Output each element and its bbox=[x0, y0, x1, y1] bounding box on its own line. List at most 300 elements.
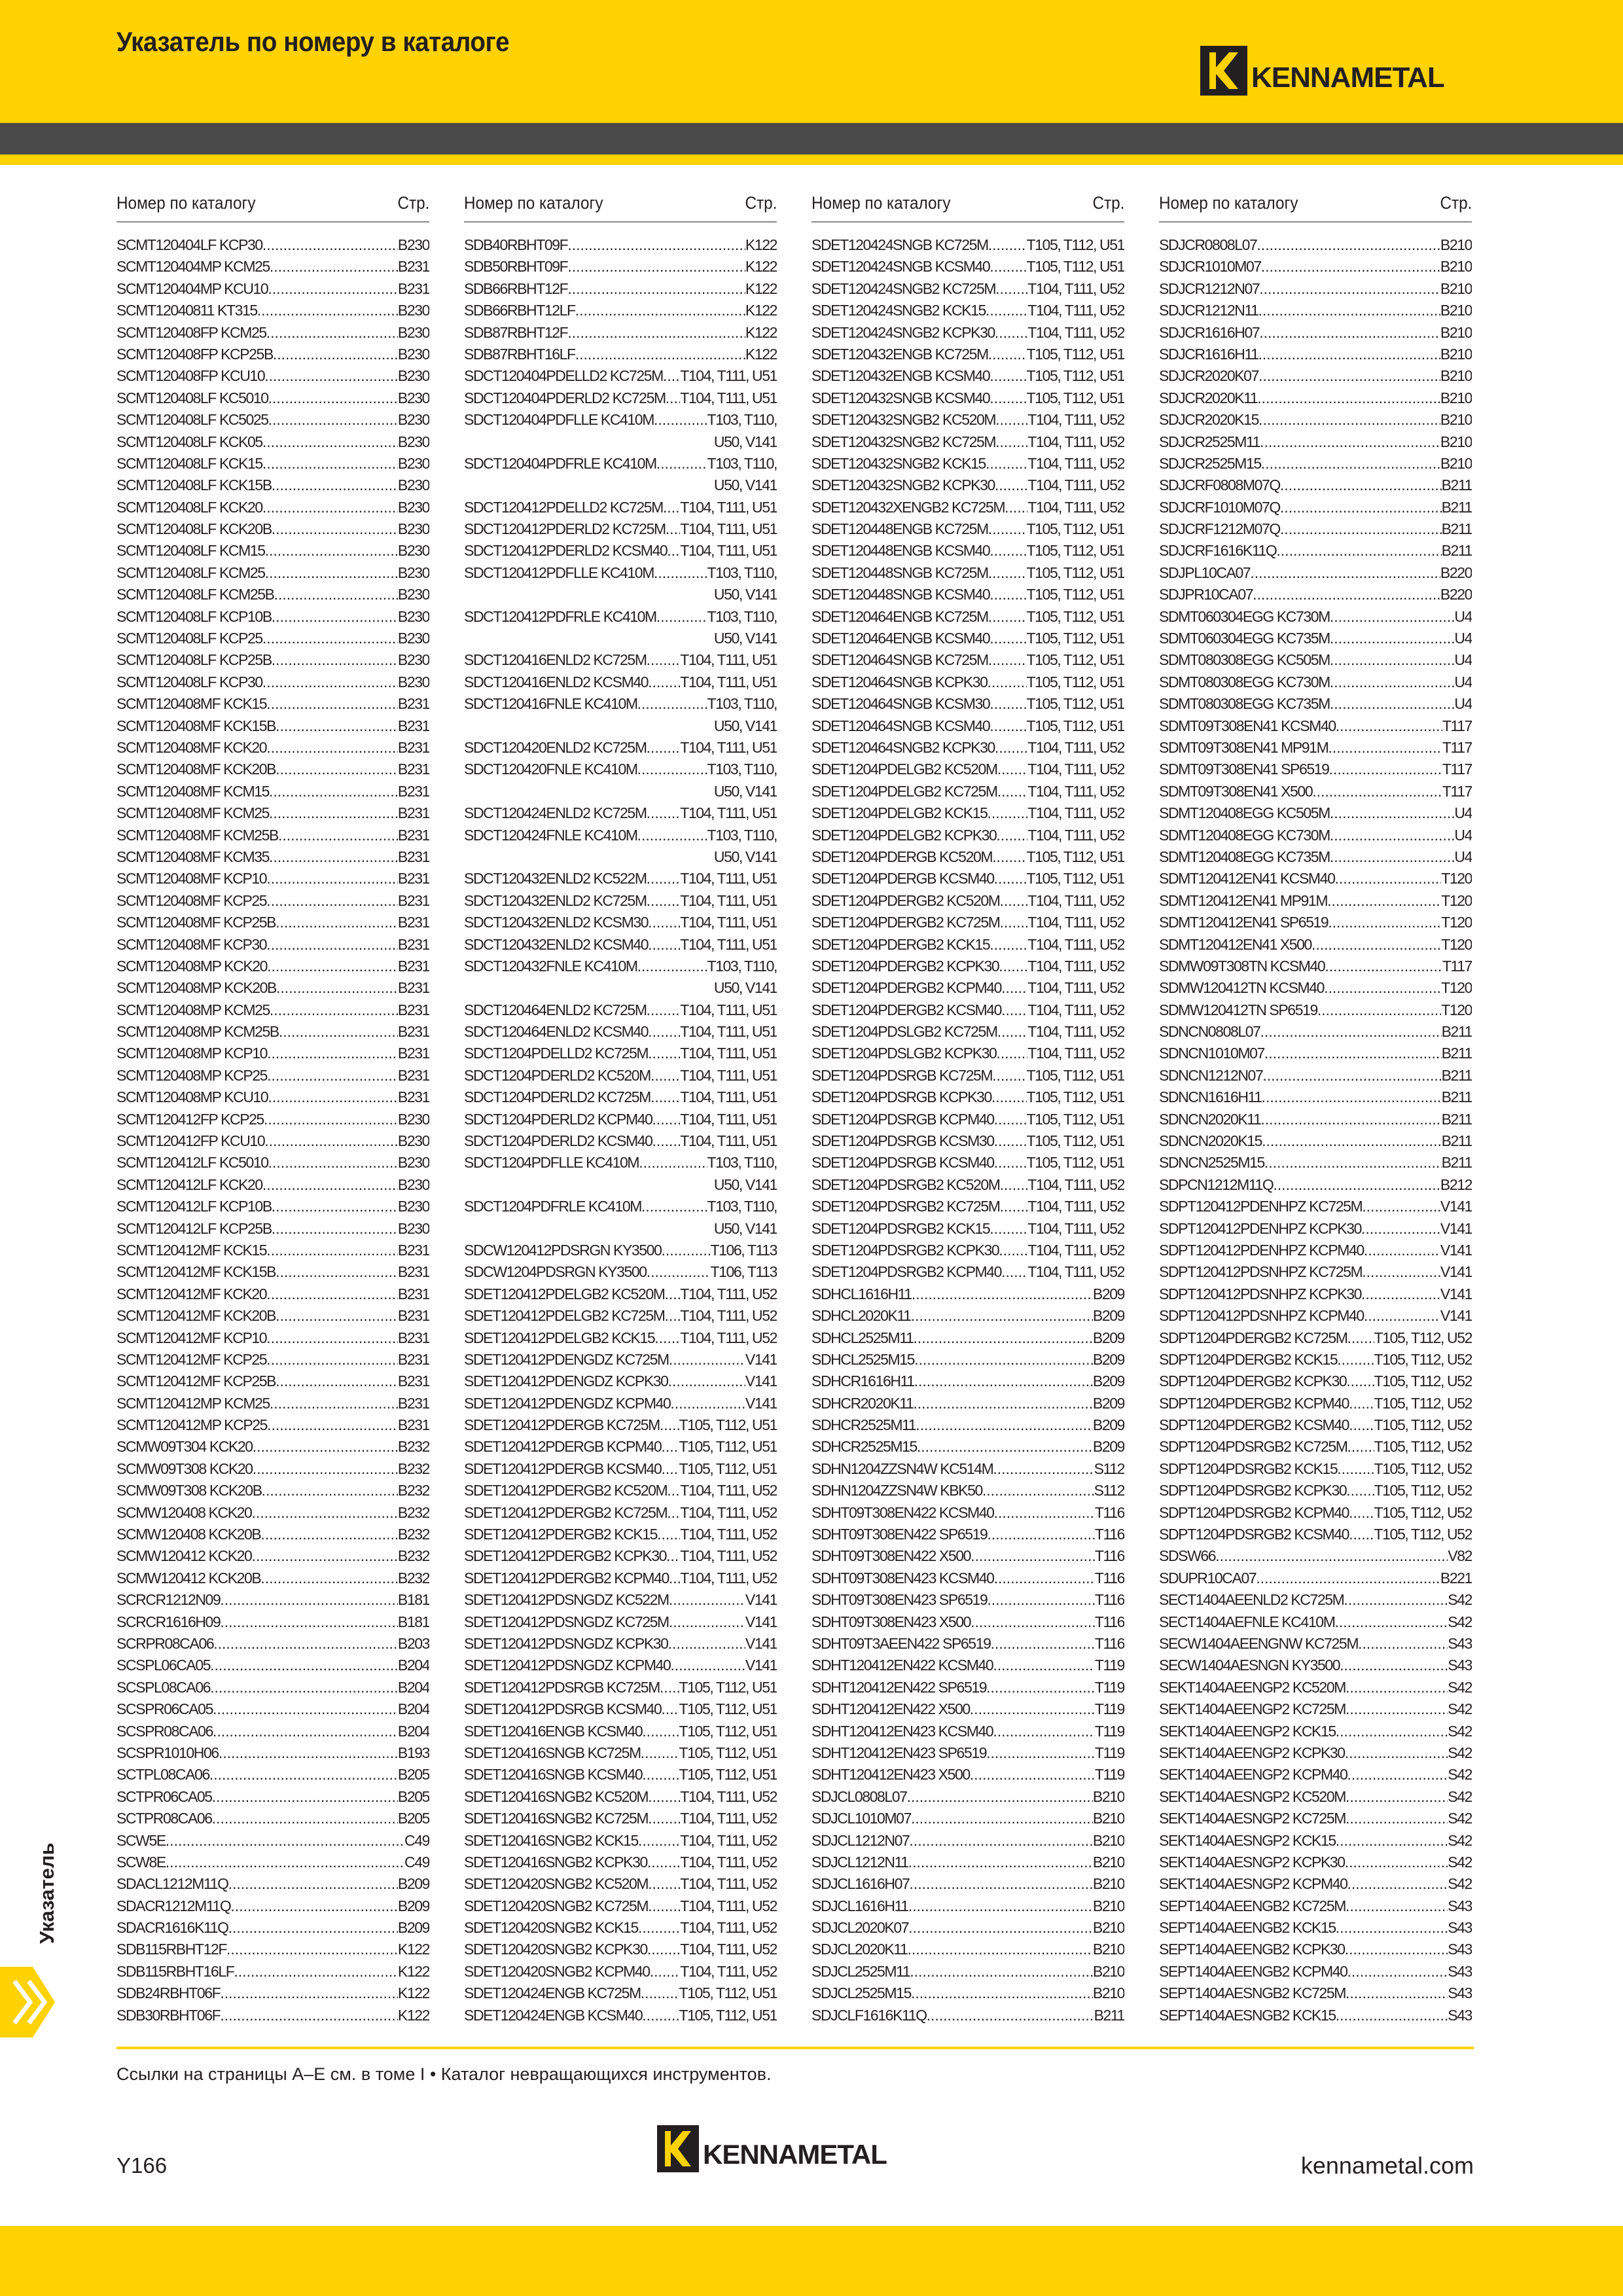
catalog-number: SDET120424SNGB2 KC725M bbox=[812, 279, 996, 297]
index-entry bbox=[812, 846, 1124, 868]
index-entry bbox=[1159, 628, 1472, 649]
page-reference: B231 bbox=[397, 761, 429, 778]
index-entry bbox=[1159, 1655, 1472, 1676]
page-reference: B210 bbox=[1092, 1919, 1124, 1937]
dot-leader bbox=[990, 387, 1026, 409]
dot-leader bbox=[266, 1240, 398, 1261]
page-reference: S42 bbox=[1448, 1853, 1472, 1871]
index-entry bbox=[116, 1721, 429, 1742]
page-reference: T104, T111, U51 bbox=[680, 1088, 777, 1106]
dot-leader bbox=[654, 1327, 680, 1349]
dot-leader bbox=[220, 1611, 398, 1633]
page-reference: T106, T113 bbox=[710, 1241, 777, 1259]
index-entry bbox=[464, 890, 777, 912]
page-reference: U4 bbox=[1454, 630, 1472, 647]
column-rule bbox=[812, 221, 1124, 223]
page-reference: T105, T112, U52 bbox=[1374, 1394, 1472, 1412]
index-entry bbox=[1159, 1458, 1472, 1480]
index-entry bbox=[116, 1502, 429, 1524]
dot-leader bbox=[911, 1982, 1093, 2004]
index-entry bbox=[464, 278, 777, 300]
catalog-number: SDCT120404PDELLD2 KC725M bbox=[464, 367, 663, 385]
catalog-number: SDPT1204PDERGB2 KC725M bbox=[1159, 1329, 1347, 1346]
index-entry bbox=[464, 540, 777, 562]
page-reference: T104, T111, U52 bbox=[1027, 1045, 1124, 1062]
dot-leader bbox=[1250, 562, 1440, 584]
dot-leader bbox=[990, 540, 1026, 562]
dot-leader bbox=[666, 518, 680, 540]
catalog-number: SDPCN1212M11Q bbox=[1159, 1175, 1274, 1193]
catalog-number: SDHT120412EN423 KCSM40 bbox=[812, 1722, 993, 1740]
dot-leader bbox=[661, 1436, 679, 1458]
catalog-number: SDJCL1616H11 bbox=[812, 1897, 908, 1914]
dot-leader bbox=[1364, 1240, 1440, 1261]
page-reference: C49 bbox=[404, 1853, 429, 1871]
page-reference: B230 bbox=[397, 1154, 429, 1172]
index-entry bbox=[464, 1261, 777, 1283]
index-column-2 bbox=[464, 190, 777, 2026]
dot-leader bbox=[993, 1458, 1094, 1480]
page-reference: B231 bbox=[397, 1066, 429, 1084]
dot-leader bbox=[267, 1065, 398, 1086]
dot-leader bbox=[990, 693, 1026, 715]
catalog-number: SCMT120408MF KCP25B bbox=[116, 914, 276, 931]
index-entry bbox=[1159, 672, 1472, 693]
page-reference: B232 bbox=[397, 1460, 429, 1477]
index-entry bbox=[116, 759, 429, 780]
page-reference: B230 bbox=[397, 673, 429, 691]
page-reference: S42 bbox=[1448, 1700, 1472, 1718]
catalog-number: SEPT1404AESNGB2 KCK15 bbox=[1159, 2006, 1336, 2024]
dot-leader bbox=[987, 672, 1026, 693]
index-entry bbox=[812, 737, 1124, 759]
index-entry bbox=[1159, 1218, 1472, 1240]
index-entry bbox=[116, 409, 429, 431]
index-entry bbox=[1159, 1721, 1472, 1742]
footer-band bbox=[0, 2226, 1623, 2296]
catalog-number: SCRPR08CA06 bbox=[116, 1635, 214, 1652]
catalog-number: SDCT120420FNLE KC410M bbox=[464, 761, 637, 778]
dot-leader bbox=[661, 1240, 710, 1261]
page-reference: T104, T111, U51 bbox=[680, 804, 777, 822]
page-reference: B230 bbox=[397, 1198, 429, 1215]
catalog-number: SDJCLF1616K11Q bbox=[812, 2006, 927, 2024]
index-entry bbox=[812, 518, 1124, 540]
column-rule bbox=[116, 221, 429, 223]
index-entry bbox=[464, 1414, 777, 1436]
dot-leader bbox=[267, 956, 398, 977]
catalog-number: SDHCR1616H11 bbox=[812, 1372, 914, 1390]
dot-leader bbox=[660, 1677, 679, 1698]
index-entry bbox=[1159, 322, 1472, 344]
page-reference: T103, T110, bbox=[707, 1198, 777, 1215]
dot-leader bbox=[1258, 344, 1440, 365]
index-entry bbox=[464, 1240, 777, 1261]
index-entry bbox=[116, 737, 429, 759]
index-entry bbox=[1159, 1327, 1472, 1349]
page-reference: B211 bbox=[1441, 520, 1472, 538]
catalog-number: SDPT120412PDENHPZ KCPM40 bbox=[1159, 1241, 1364, 1259]
catalog-number: SCW5E bbox=[116, 1831, 166, 1849]
index-entry bbox=[464, 1043, 777, 1064]
page-reference: U4 bbox=[1454, 673, 1472, 691]
page-reference: B231 bbox=[397, 1088, 429, 1106]
catalog-number: SDET120416SNGB KCSM40 bbox=[464, 1766, 643, 1784]
dot-leader bbox=[1346, 1982, 1448, 2004]
catalog-number: SDSW66 bbox=[1159, 1547, 1216, 1565]
index-entry bbox=[116, 1327, 429, 1349]
index-entry bbox=[812, 1721, 1124, 1742]
index-entry bbox=[464, 256, 777, 278]
page-reference: T105, T112, U52 bbox=[1374, 1350, 1472, 1368]
catalog-number: SDET120412PDERGB2 KCK15 bbox=[464, 1526, 658, 1543]
page-reference: K122 bbox=[397, 1962, 429, 1980]
dot-leader bbox=[999, 1240, 1027, 1261]
catalog-number: SCMT120408LF KCK05 bbox=[116, 433, 262, 450]
catalog-number: SEKT1404AEENGP2 KC725M bbox=[1159, 1700, 1346, 1718]
index-entry bbox=[464, 1371, 777, 1392]
catalog-number: SDET1204PDSRGB KCPM40 bbox=[812, 1110, 994, 1128]
catalog-number: SDACR1212M11Q bbox=[116, 1897, 231, 1914]
page-reference: T105, T112, U51 bbox=[679, 1722, 777, 1740]
page-reference: B209 bbox=[1092, 1307, 1124, 1325]
page-reference: T105, T112, U52 bbox=[1374, 1482, 1472, 1499]
catalog-number: SDET120420SNGB2 KCK15 bbox=[464, 1919, 638, 1937]
page-reference: B210 bbox=[1092, 1853, 1124, 1871]
dot-leader bbox=[234, 1961, 397, 1982]
page-reference: T103, T110, bbox=[707, 564, 777, 581]
index-entry bbox=[1159, 1174, 1472, 1196]
page-reference: T120 bbox=[1441, 914, 1472, 931]
dot-leader bbox=[1347, 1436, 1374, 1458]
index-entry bbox=[812, 1283, 1124, 1305]
page-reference: T119 bbox=[1094, 1722, 1124, 1740]
catalog-number: SDJCR2525M15 bbox=[1159, 454, 1261, 472]
index-entry bbox=[464, 1458, 777, 1480]
page-reference: B230 bbox=[397, 607, 429, 625]
index-entry bbox=[1159, 409, 1472, 431]
page-reference: B210 bbox=[1440, 236, 1472, 253]
index-entry bbox=[116, 606, 429, 628]
dot-leader bbox=[1347, 1873, 1448, 1895]
dot-leader bbox=[638, 1830, 680, 1852]
dot-leader bbox=[270, 256, 398, 278]
index-entry bbox=[464, 1873, 777, 1895]
index-entry bbox=[1159, 802, 1472, 824]
catalog-number: SCMT120408MF KCK20 bbox=[116, 738, 267, 756]
dot-leader bbox=[908, 1852, 1093, 1873]
index-entry bbox=[116, 540, 429, 562]
catalog-number: SDCT120432ENLD2 KCSM40 bbox=[464, 935, 649, 953]
page-reference: B204 bbox=[397, 1657, 429, 1674]
page-reference: T117 bbox=[1442, 717, 1472, 734]
page-reference: T104, T111, U52 bbox=[1027, 1198, 1124, 1215]
index-entry bbox=[812, 693, 1124, 715]
page-reference: T104, T111, U51 bbox=[680, 914, 777, 931]
catalog-number: SDPT120412PDENHPZ KCPK30 bbox=[1159, 1219, 1361, 1237]
catalog-number: SDJCL2525M15 bbox=[812, 1984, 911, 2002]
catalog-number: SDET120412PDSNGDZ KCPK30 bbox=[464, 1635, 668, 1652]
page-reference: U50, V141 bbox=[713, 433, 777, 450]
catalog-number: SDET120412PDSNGDZ KCPM40 bbox=[464, 1657, 671, 1674]
dot-leader bbox=[996, 1043, 1027, 1064]
index-entry bbox=[812, 453, 1124, 475]
dot-leader bbox=[648, 934, 680, 956]
page-reference: T105, T112, U51 bbox=[1026, 367, 1124, 385]
index-entry bbox=[1159, 1371, 1472, 1392]
index-entry bbox=[464, 387, 777, 409]
dot-leader bbox=[654, 409, 707, 431]
index-entry bbox=[464, 300, 777, 321]
dot-leader bbox=[269, 781, 398, 802]
catalog-number: SCMT120408LF KC5025 bbox=[116, 411, 268, 429]
index-entry bbox=[116, 693, 429, 715]
dot-leader bbox=[1336, 1917, 1448, 1939]
page-reference: K122 bbox=[745, 258, 777, 276]
dot-leader bbox=[276, 759, 398, 780]
page-reference: T104, T111, U52 bbox=[1027, 1263, 1124, 1281]
page-reference: B232 bbox=[397, 1526, 429, 1543]
page-reference: K122 bbox=[745, 236, 777, 253]
dot-leader bbox=[990, 934, 1027, 956]
dot-leader bbox=[166, 1852, 404, 1873]
dot-leader bbox=[1258, 409, 1440, 431]
dot-leader bbox=[1324, 977, 1441, 999]
index-entry bbox=[116, 1808, 429, 1829]
dot-leader bbox=[996, 825, 1027, 846]
catalog-number: SDPT1204PDERGB2 KCPM40 bbox=[1159, 1394, 1349, 1412]
page-reference: T104, T111, U51 bbox=[680, 891, 777, 909]
page-reference: T116 bbox=[1094, 1569, 1124, 1587]
index-entry bbox=[812, 1873, 1124, 1895]
dot-leader bbox=[567, 322, 745, 344]
page-reference: T104, T111, U52 bbox=[680, 1831, 777, 1849]
index-entry bbox=[1159, 1677, 1472, 1698]
index-entry bbox=[812, 1305, 1124, 1327]
dot-leader bbox=[272, 475, 398, 496]
dot-leader bbox=[260, 1568, 398, 1589]
page-reference: T106, T113 bbox=[710, 1263, 777, 1281]
dot-leader bbox=[914, 1349, 1093, 1371]
index-entry bbox=[464, 1109, 777, 1130]
catalog-number: SDHT09T308EN423 SP6519 bbox=[812, 1591, 988, 1609]
dot-leader bbox=[647, 649, 681, 671]
page-reference: B231 bbox=[397, 1241, 429, 1259]
dot-leader bbox=[567, 234, 745, 256]
dot-leader bbox=[267, 1043, 398, 1064]
index-entry bbox=[812, 1436, 1124, 1458]
catalog-number: SCMT120412MF KCK20B bbox=[116, 1307, 276, 1325]
catalog-number: SDMT060304EGG KC735M bbox=[1159, 630, 1330, 647]
catalog-number: SCMT120412MP KCP25 bbox=[116, 1416, 268, 1434]
catalog-number: SDCT120424ENLD2 KC725M bbox=[464, 804, 647, 822]
dot-leader bbox=[1347, 1764, 1448, 1785]
catalog-number: SDMT120408EGG KC505M bbox=[1159, 804, 1330, 822]
index-entry bbox=[1159, 1086, 1472, 1108]
index-entry bbox=[812, 606, 1124, 628]
dot-leader bbox=[273, 344, 398, 365]
page-reference: T105, T112, U51 bbox=[1026, 520, 1124, 538]
dot-leader bbox=[661, 1458, 679, 1480]
index-entry bbox=[812, 999, 1124, 1021]
dot-leader bbox=[276, 715, 398, 737]
dot-leader bbox=[1325, 956, 1442, 977]
page-reference: S43 bbox=[1448, 1919, 1472, 1937]
catalog-number: SDNCN2020K11 bbox=[1159, 1110, 1261, 1128]
dot-leader bbox=[1330, 802, 1454, 824]
index-entry bbox=[1159, 540, 1472, 562]
page-reference: B231 bbox=[397, 1263, 429, 1281]
catalog-number: SDET1204PDELGB2 KCPK30 bbox=[812, 826, 997, 844]
column-rule bbox=[1159, 221, 1472, 223]
index-entry bbox=[116, 256, 429, 278]
catalog-number: SCMT120408LF KCK20B bbox=[116, 520, 272, 538]
dot-leader bbox=[987, 1589, 1094, 1611]
dot-leader bbox=[262, 672, 398, 693]
index-entry bbox=[812, 278, 1124, 300]
page-reference: T104, T111, U52 bbox=[1027, 454, 1124, 472]
index-entry bbox=[116, 300, 429, 321]
page-reference: V141 bbox=[745, 1372, 777, 1390]
column-header bbox=[1159, 190, 1472, 216]
page-reference: B230 bbox=[397, 433, 429, 450]
index-entry bbox=[464, 1939, 777, 1960]
index-entry bbox=[812, 1895, 1124, 1917]
index-entry bbox=[1159, 1502, 1472, 1524]
index-entry bbox=[812, 1261, 1124, 1283]
index-entry bbox=[1159, 256, 1472, 278]
dot-leader bbox=[1259, 278, 1440, 300]
dot-leader bbox=[1340, 1655, 1448, 1676]
page-reference: T104, T111, U51 bbox=[680, 870, 777, 888]
page-reference: B232 bbox=[397, 1547, 429, 1565]
page-reference: V82 bbox=[1448, 1547, 1472, 1565]
index-entry bbox=[1159, 956, 1472, 977]
index-entry bbox=[812, 1524, 1124, 1545]
dot-leader bbox=[268, 1152, 398, 1174]
page-reference: B230 bbox=[397, 498, 429, 516]
dot-leader bbox=[1262, 1086, 1442, 1108]
index-entry bbox=[116, 1611, 429, 1633]
page-reference: T104, T111, U51 bbox=[680, 651, 777, 669]
page-reference: T104, T111, U51 bbox=[680, 498, 777, 516]
page-reference: T105, T112, U52 bbox=[1374, 1329, 1472, 1346]
dot-leader bbox=[575, 300, 745, 321]
index-entry bbox=[1159, 1961, 1472, 1982]
page-reference: T105, T112, U51 bbox=[1026, 542, 1124, 560]
catalog-number: SDET120412PDELGB2 KC520M bbox=[464, 1285, 665, 1302]
index-entry bbox=[116, 1524, 429, 1545]
catalog-number: SDET120464SNGB KC725M bbox=[812, 651, 988, 669]
index-entry bbox=[1159, 934, 1472, 956]
page-reference: T116 bbox=[1094, 1503, 1124, 1521]
catalog-number: SDHT09T308EN423 KCSM40 bbox=[812, 1569, 994, 1587]
index-entry bbox=[464, 781, 777, 802]
page-reference: U4 bbox=[1454, 651, 1472, 669]
catalog-number: SDET120412PDELGB2 KCK15 bbox=[464, 1329, 655, 1346]
dot-leader bbox=[910, 1961, 1093, 1982]
page-reference: T116 bbox=[1094, 1635, 1124, 1652]
website-link[interactable]: kennametal.com bbox=[1300, 2152, 1474, 2179]
dot-leader bbox=[1346, 1677, 1448, 1698]
catalog-number: SCMT120408LF KCP25 bbox=[116, 630, 262, 647]
page-reference: T104, T111, U52 bbox=[680, 1941, 777, 1958]
catalog-number: SCMT120412MF KCP25B bbox=[116, 1372, 276, 1390]
catalog-number: SDPT1204PDSRGB2 KC725M bbox=[1159, 1438, 1347, 1456]
dot-leader bbox=[1280, 518, 1442, 540]
index-entry bbox=[812, 1130, 1124, 1152]
catalog-number: SCMT120408LF KCK20 bbox=[116, 498, 262, 516]
catalog-number: SCMT120408MP KCP10 bbox=[116, 1045, 268, 1062]
index-entry bbox=[1159, 1065, 1472, 1086]
index-entry bbox=[116, 1568, 429, 1589]
dot-leader bbox=[913, 1327, 1093, 1349]
dot-leader bbox=[987, 802, 1027, 824]
dot-leader bbox=[272, 606, 398, 628]
page-reference: B211 bbox=[1441, 498, 1472, 516]
dot-leader bbox=[1330, 606, 1454, 628]
page-reference: K122 bbox=[745, 323, 777, 341]
catalog-number: SDJCR1212N07 bbox=[1159, 279, 1260, 297]
page-reference: B205 bbox=[397, 1787, 429, 1805]
dot-leader bbox=[1330, 628, 1454, 649]
dot-leader bbox=[1346, 1698, 1448, 1720]
catalog-number: SECW1404AESNGN KY3500 bbox=[1159, 1657, 1340, 1674]
catalog-number: SCMT120408MP KCU10 bbox=[116, 1088, 268, 1106]
dot-leader bbox=[667, 1502, 680, 1524]
catalog-number: SDHT120412EN423 SP6519 bbox=[812, 1744, 987, 1761]
dot-leader bbox=[272, 1218, 398, 1240]
dot-leader bbox=[1330, 649, 1454, 671]
dot-leader bbox=[269, 846, 398, 868]
dot-leader bbox=[994, 1109, 1027, 1130]
index-entry bbox=[812, 300, 1124, 321]
page-reference: T105, T112, U52 bbox=[1374, 1503, 1472, 1521]
page-reference: B205 bbox=[397, 1810, 429, 1827]
page-reference: T104, T111, U52 bbox=[680, 1569, 777, 1587]
dot-leader bbox=[1260, 431, 1440, 453]
page-reference: T120 bbox=[1441, 935, 1472, 953]
page-reference: B209 bbox=[1092, 1372, 1124, 1390]
catalog-number: SDB87RBHT12F bbox=[464, 323, 568, 341]
catalog-number: SDCT1204PDERLD2 KCSM40 bbox=[464, 1132, 652, 1150]
page-reference: B231 bbox=[397, 1350, 429, 1368]
dot-leader bbox=[272, 518, 398, 540]
page-reference: T104, T111, U51 bbox=[680, 1023, 777, 1041]
page-reference: B211 bbox=[1441, 1045, 1472, 1062]
page-reference: B210 bbox=[1440, 454, 1472, 472]
index-entry bbox=[812, 497, 1124, 518]
dot-leader bbox=[970, 1698, 1095, 1720]
index-entry bbox=[464, 584, 777, 605]
index-entry bbox=[116, 715, 429, 737]
catalog-number: SDJCR1212N11 bbox=[1159, 302, 1258, 319]
catalog-number: SDET1204PDSRGB KCSM40 bbox=[812, 1154, 994, 1172]
page-reference: T105, T112, U51 bbox=[679, 1984, 777, 2002]
catalog-number: SCMT120408MP KCK20 bbox=[116, 957, 268, 975]
catalog-number: SEKT1404AESNGP2 KCK15 bbox=[1159, 1831, 1336, 1849]
page-reference: U50, V141 bbox=[713, 630, 777, 647]
catalog-number: SDET1204PDELGB2 KC725M bbox=[812, 782, 997, 800]
catalog-number: SDCW120412PDSRGN KY3500 bbox=[464, 1241, 662, 1259]
page-reference: T105, T112, U51 bbox=[1026, 1132, 1124, 1150]
catalog-number: SCMT120412FP KCP25 bbox=[116, 1110, 264, 1128]
dot-leader bbox=[1311, 934, 1441, 956]
index-entry bbox=[812, 2005, 1124, 2026]
catalog-number: SCMT120408LF KCM15 bbox=[116, 542, 265, 560]
index-entry bbox=[464, 1305, 777, 1327]
page-reference: B231 bbox=[397, 935, 429, 953]
